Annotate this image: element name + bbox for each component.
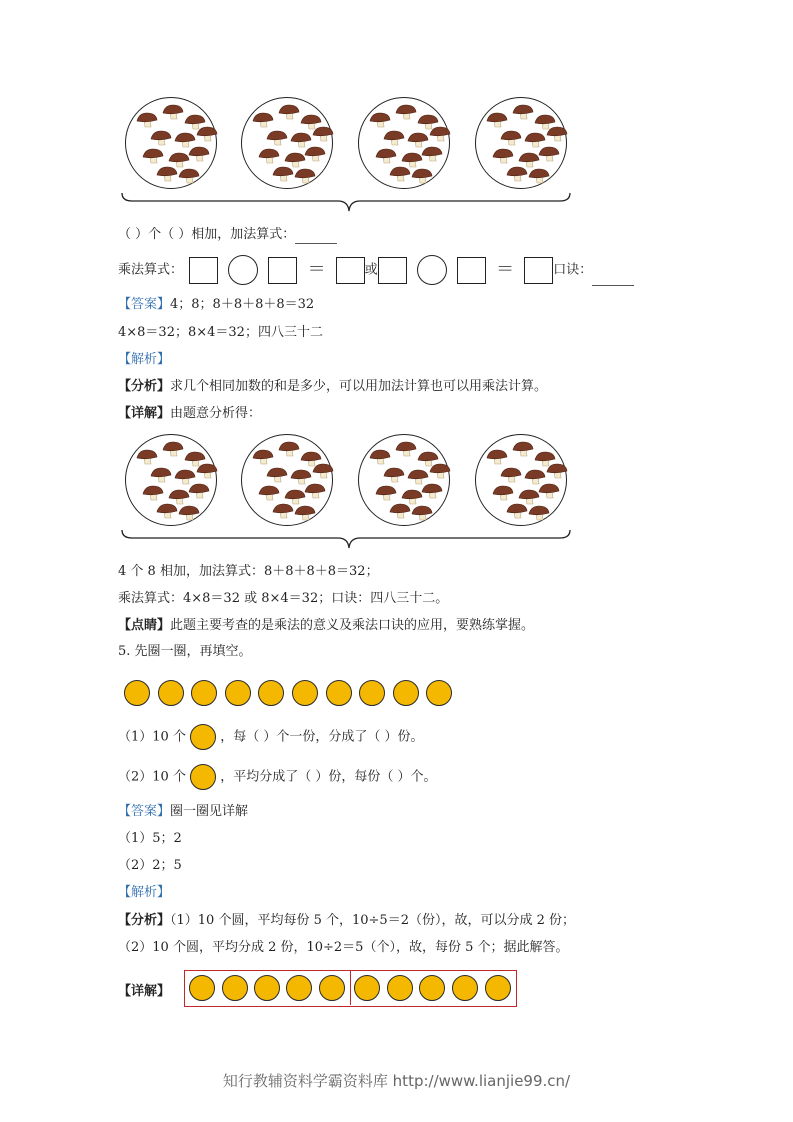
mushroom-icon bbox=[178, 505, 200, 521]
q5-fenxi-line-2: （2）10 个圆，平均分成 2 份，10÷2＝5（个），故，每份 5 个；据此解答。 bbox=[118, 940, 569, 955]
mushroom-icon bbox=[369, 112, 391, 128]
mushroom-icon bbox=[252, 112, 274, 128]
dot-icon bbox=[319, 975, 345, 1001]
mushroom-plate bbox=[358, 97, 450, 189]
mushroom-icon bbox=[272, 503, 294, 519]
grouped-dots-frame bbox=[184, 970, 517, 1007]
mushroom-icon bbox=[162, 104, 184, 120]
mushroom-icon bbox=[421, 483, 443, 499]
mushroom-icon bbox=[252, 449, 274, 465]
mushroom-icon bbox=[486, 449, 508, 465]
dot-icon bbox=[292, 680, 318, 706]
mushroom-icon bbox=[429, 126, 451, 142]
mushroom-plate bbox=[125, 434, 217, 526]
question-5-title: 5. 先圈一圈，再填空。 bbox=[118, 644, 252, 659]
mushroom-icon bbox=[486, 112, 508, 128]
mushroom-icon bbox=[411, 505, 433, 521]
equals-sign: ＝ bbox=[496, 259, 515, 280]
mushroom-icon bbox=[304, 146, 326, 162]
dot-icon bbox=[485, 975, 511, 1001]
mushroom-icon bbox=[272, 166, 294, 182]
mushroom-icon bbox=[546, 463, 568, 479]
group-divider bbox=[350, 971, 351, 1005]
mushroom-icon bbox=[546, 126, 568, 142]
mushroom-icon bbox=[492, 148, 514, 164]
mushroom-icon bbox=[304, 483, 326, 499]
dot-icon bbox=[124, 680, 150, 706]
q5-answer-line: 【答案】圈一圈见详解 bbox=[118, 804, 249, 819]
mushroom-icon bbox=[395, 104, 417, 120]
mushroom-icon bbox=[278, 441, 300, 457]
mushroom-icon bbox=[278, 104, 300, 120]
answer-box[interactable] bbox=[378, 257, 407, 284]
xiangjie-line: 【详解】由题意分析得： bbox=[118, 406, 262, 421]
q5-answer-2: （2）2；5 bbox=[118, 858, 182, 873]
mushroom-icon bbox=[506, 503, 528, 519]
equals-sign: ＝ bbox=[307, 259, 326, 280]
fenxi-line: 【分析】求几个相同加数的和是多少，可以用加法计算也可以用乘法计算。 bbox=[118, 379, 548, 394]
mushroom-icon bbox=[312, 463, 334, 479]
mushroom-plate bbox=[241, 97, 333, 189]
mushroom-icon bbox=[375, 485, 397, 501]
mushroom-icon bbox=[528, 168, 550, 184]
mushroom-icon bbox=[512, 441, 534, 457]
mushroom-icon bbox=[156, 503, 178, 519]
mushroom-icon bbox=[312, 126, 334, 142]
mushroom-icon bbox=[411, 168, 433, 184]
operator-circle[interactable] bbox=[228, 255, 258, 285]
analysis-tag: 【解析】 bbox=[118, 352, 171, 367]
answer-line-2: 4×8＝32；8×4＝32；四八三十二 bbox=[118, 325, 323, 340]
mushroom-icon bbox=[492, 485, 514, 501]
mushroom-icon bbox=[142, 485, 164, 501]
mushroom-plate bbox=[358, 434, 450, 526]
mushroom-icon bbox=[512, 104, 534, 120]
blank-question-line: （ ）个（ ）相加，加法算式： bbox=[118, 226, 337, 244]
q5-analysis-tag: 【解析】 bbox=[118, 885, 171, 900]
mushroom-icon bbox=[383, 467, 405, 483]
solution-line-2: 乘法算式：4×8＝32 或 8×4＝32；口诀：四八三十二。 bbox=[118, 591, 449, 606]
dot-icon bbox=[419, 975, 445, 1001]
mushroom-icon bbox=[266, 467, 288, 483]
dot-icon bbox=[426, 680, 452, 706]
mushroom-icon bbox=[383, 130, 405, 146]
mushroom-icon bbox=[150, 130, 172, 146]
dot-icon bbox=[326, 680, 352, 706]
q5-fenxi-line: 【分析】（1）10 个圆，平均每份 5 个，10÷5＝2（份），故，可以分成 2 份； bbox=[118, 913, 576, 928]
mushroom-icon bbox=[395, 441, 417, 457]
mushroom-icon bbox=[188, 483, 210, 499]
dot-icon bbox=[359, 680, 385, 706]
q5-part-1: （1）10 个 ，每（ ）个一份，分成了（ ）份。 bbox=[118, 724, 424, 751]
mushroom-icon bbox=[258, 485, 280, 501]
q5-part-2: （2）10 个 ，平均分成了（ ）份，每份（ ）个。 bbox=[118, 764, 437, 791]
dot-icon bbox=[225, 680, 251, 706]
dot-icon bbox=[190, 724, 216, 750]
answer-box[interactable] bbox=[189, 257, 218, 284]
mushroom-icon bbox=[258, 148, 280, 164]
mushroom-icon bbox=[500, 130, 522, 146]
dot-icon bbox=[189, 975, 215, 1001]
solution-line-1: 4 个 8 相加，加法算式：8＋8＋8＋8＝32； bbox=[118, 564, 379, 579]
mushroom-plate bbox=[125, 97, 217, 189]
mushroom-plate bbox=[475, 97, 567, 189]
answer-blank[interactable] bbox=[295, 229, 337, 244]
dot-icon bbox=[191, 680, 217, 706]
mushroom-icon bbox=[538, 483, 560, 499]
mushroom-icon bbox=[429, 463, 451, 479]
answer-box[interactable] bbox=[336, 257, 365, 284]
dot-icon bbox=[452, 975, 478, 1001]
dot-icon bbox=[254, 975, 280, 1001]
mushroom-icon bbox=[538, 146, 560, 162]
answer-line: 【答案】4；8；8＋8＋8＋8＝32 bbox=[118, 297, 315, 312]
multiplication-row: 乘法算式： ＝ 或 ＝ 口诀： bbox=[118, 255, 634, 286]
dot-icon bbox=[190, 764, 216, 790]
answer-blank[interactable] bbox=[592, 265, 634, 286]
dot-icon bbox=[286, 975, 312, 1001]
mushroom-icon bbox=[506, 166, 528, 182]
mushroom-icon bbox=[266, 130, 288, 146]
q5-xiangjie-tag: 【详解】 bbox=[118, 984, 171, 999]
mushroom-icon bbox=[421, 146, 443, 162]
dot-row bbox=[124, 680, 464, 708]
mushroom-icon bbox=[178, 168, 200, 184]
mushroom-plates-group-2 bbox=[120, 432, 580, 557]
answer-box[interactable] bbox=[268, 257, 297, 284]
mushroom-icon bbox=[375, 148, 397, 164]
dot-icon bbox=[387, 975, 413, 1001]
mushroom-icon bbox=[196, 126, 218, 142]
mushroom-icon bbox=[294, 505, 316, 521]
footer-watermark: 知行教辅资料学霸资料库 http://www.lianjie99.cn/ bbox=[222, 1072, 571, 1090]
mushroom-icon bbox=[188, 146, 210, 162]
dot-icon bbox=[222, 975, 248, 1001]
mushroom-icon bbox=[528, 505, 550, 521]
dot-icon bbox=[158, 680, 184, 706]
operator-circle[interactable] bbox=[417, 255, 447, 285]
mushroom-icon bbox=[150, 467, 172, 483]
mushroom-icon bbox=[389, 166, 411, 182]
mushroom-plates-group-1 bbox=[120, 95, 580, 220]
dot-icon bbox=[393, 680, 419, 706]
mushroom-icon bbox=[142, 148, 164, 164]
mushroom-icon bbox=[136, 449, 158, 465]
mushroom-icon bbox=[156, 166, 178, 182]
answer-box[interactable] bbox=[457, 257, 486, 284]
mushroom-plate bbox=[475, 434, 567, 526]
mushroom-icon bbox=[369, 449, 391, 465]
dot-icon bbox=[354, 975, 380, 1001]
mushroom-icon bbox=[389, 503, 411, 519]
mushroom-icon bbox=[500, 467, 522, 483]
mushroom-icon bbox=[196, 463, 218, 479]
mushroom-icon bbox=[136, 112, 158, 128]
q5-answer-1: （1）5；2 bbox=[118, 831, 182, 846]
brace-icon bbox=[120, 528, 575, 552]
mushroom-plate bbox=[241, 434, 333, 526]
dot-icon bbox=[258, 680, 284, 706]
mushroom-icon bbox=[294, 168, 316, 184]
brace-icon bbox=[120, 191, 575, 215]
dianjing-line: 【点睛】此题主要考查的是乘法的意义及乘法口诀的应用，要熟练掌握。 bbox=[118, 618, 535, 633]
answer-box[interactable] bbox=[524, 257, 553, 284]
mushroom-icon bbox=[162, 441, 184, 457]
